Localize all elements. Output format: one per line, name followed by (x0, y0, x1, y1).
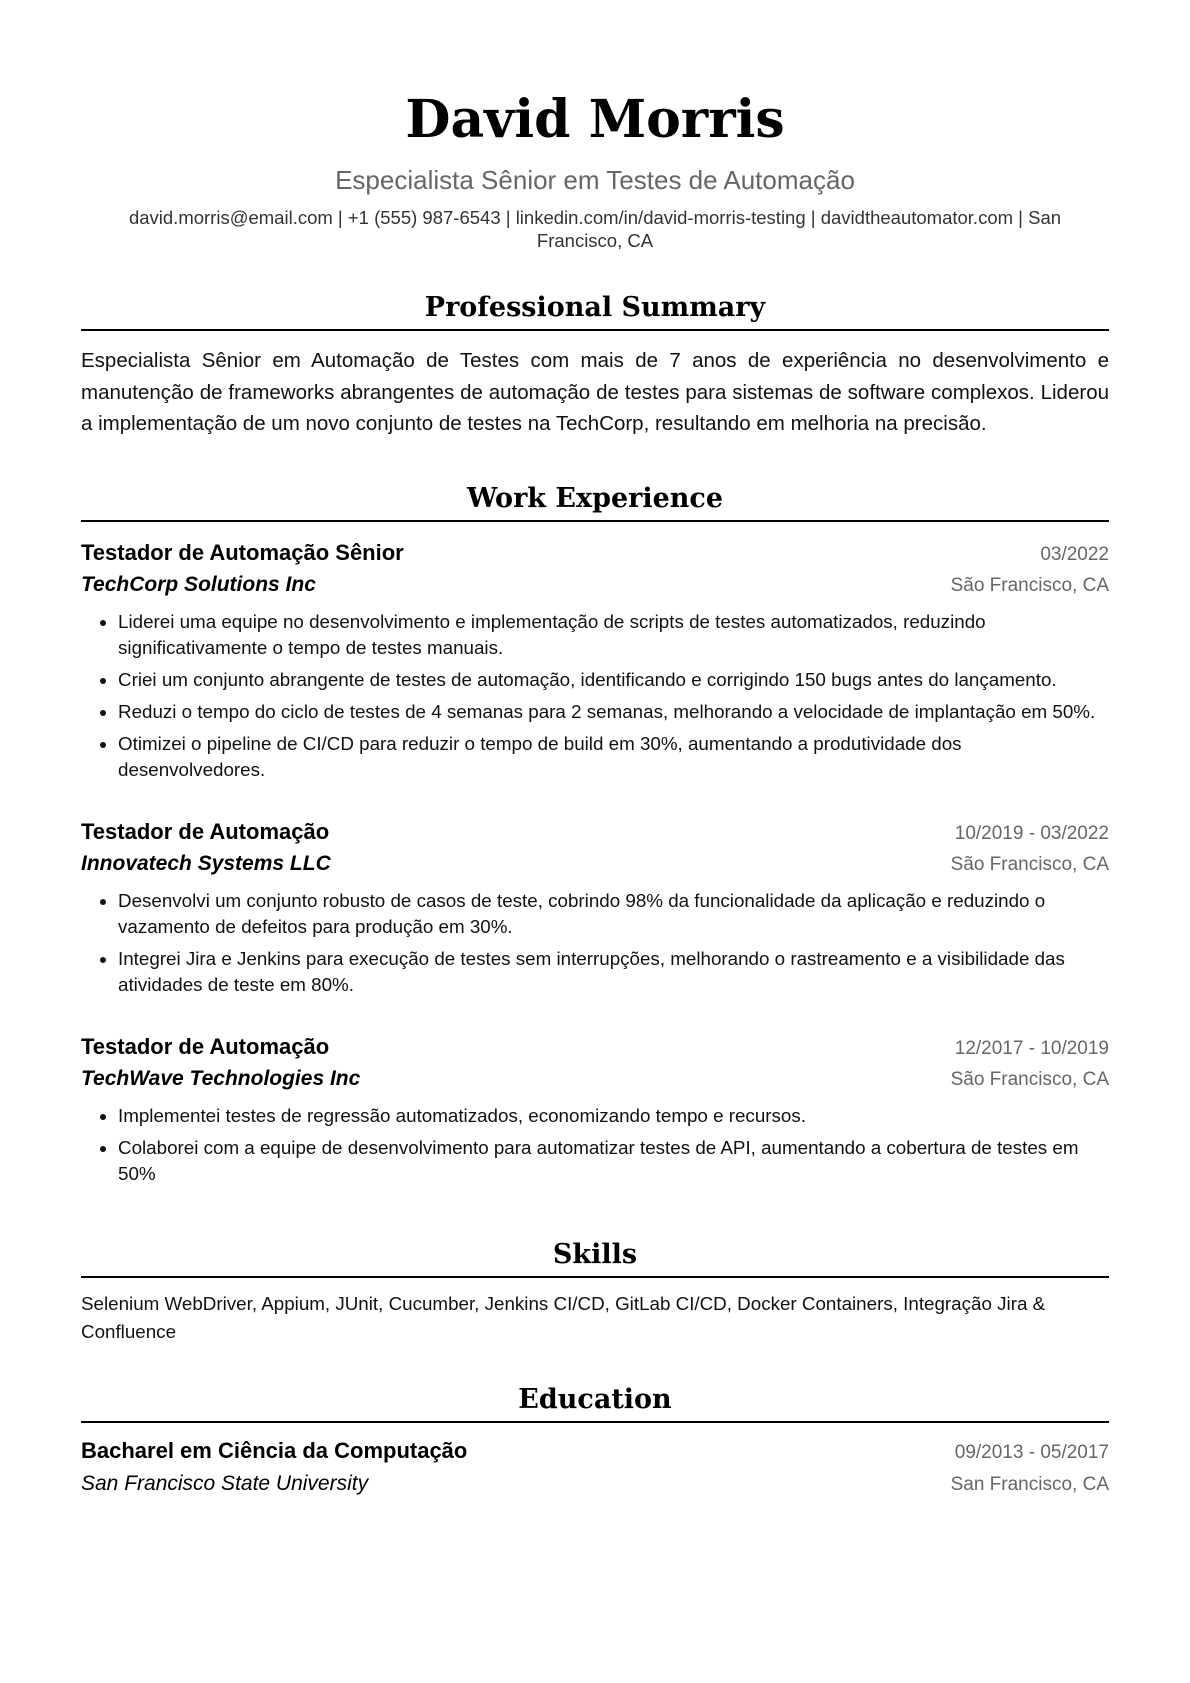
education-entry (81, 1435, 1109, 1500)
job-entry (81, 538, 1109, 783)
section-heading-summary: Professional Summary (81, 290, 1109, 331)
education-degree: Bacharel em Ciência da Computação (81, 1437, 468, 1463)
job-bullet: • Liderei uma equipe no desenvolvimento e implementação de scripts de testes automatizados, reduzindo significativamente o tempo de testes manuais. (118, 609, 1109, 661)
job-bullets (81, 609, 1109, 783)
job-bullet: • Integrei Jira e Jenkins para execução de testes sem interrupções, melhorando o rastreamento e a visibilidade das atividades de teste em 80%. (118, 946, 1109, 998)
job-bullet: • Implementei testes de regressão automatizados, economizando tempo e recursos. (118, 1103, 1109, 1129)
candidate-name: David Morris (405, 89, 785, 150)
education-school: San Francisco State University (81, 1471, 369, 1495)
job-bullet: • Colaborei com a equipe de desenvolvimento para automatizar testes de API, aumentando a cobertura de testes em 50% (118, 1135, 1109, 1187)
job-company: TechCorp Solutions Inc (81, 572, 316, 596)
job-title: Testador de Automação (81, 1033, 330, 1059)
job-bullet: • Criei um conjunto abrangente de testes de automação, identificando e corrigindo 150 bugs antes do lançamento. (118, 667, 1109, 693)
education-date: 09/2013 - 05/2017 (954, 1441, 1109, 1463)
job-bullets (81, 888, 1109, 998)
job-location: São Francisco, CA (950, 853, 1109, 875)
section-heading-experience: Work Experience (81, 481, 1109, 522)
job-title: Testador de Automação Sênior (81, 539, 404, 565)
job-date: 10/2019 - 03/2022 (954, 822, 1109, 844)
summary-text: Especialista Sênior em Automação de Testes com mais de 7 anos de experiência no desenvolvimento e manutenção de frameworks abrangentes de automação de testes para sistemas de software complexos. Liderou a implementação de um novo conjunto de testes na TechCorp, resultando em melhoria na precisão. (81, 349, 1109, 435)
education-location: San Francisco, CA (950, 1473, 1109, 1495)
job-bullet: • Desenvolvi um conjunto robusto de casos de teste, cobrindo 98% da funcionalidade da aplicação e reduzindo o vazamento de defeitos para produção em 30%. (118, 888, 1109, 940)
section-heading-education: Education (81, 1382, 1109, 1423)
job-bullet: • Otimizei o pipeline de CI/CD para reduzir o tempo de build em 30%, aumentando a produtividade dos desenvolvedores. (118, 731, 1109, 783)
job-location: São Francisco, CA (950, 1068, 1109, 1090)
section-heading-skills: Skills (81, 1237, 1109, 1278)
job-date: 12/2017 - 10/2019 (954, 1037, 1109, 1059)
contact-line: david.morris@email.com | +1 (555) 987-6543 | linkedin.com/in/david-morris-testing | davidtheautomator.com | San Francisco, CA (128, 207, 1062, 251)
job-entry (81, 817, 1109, 998)
job-company: Innovatech Systems LLC (81, 851, 331, 875)
job-date: 03/2022 (1040, 543, 1109, 565)
job-bullet: • Reduzi o tempo do ciclo de testes de 4 semanas para 2 semanas, melhorando a velocidade de implantação em 50%. (118, 699, 1109, 725)
skills-text: Selenium WebDriver, Appium, JUnit, Cucumber, Jenkins CI/CD, GitLab CI/CD, Docker Containers, Integração Jira & Confluence (81, 1292, 1046, 1342)
job-title: Testador de Automação (81, 818, 330, 844)
job-company: TechWave Technologies Inc (81, 1066, 361, 1090)
job-entry (81, 1032, 1109, 1187)
job-bullets (81, 1103, 1109, 1187)
candidate-title: Especialista Sênior em Testes de Automação (335, 165, 855, 195)
job-location: São Francisco, CA (950, 574, 1109, 596)
